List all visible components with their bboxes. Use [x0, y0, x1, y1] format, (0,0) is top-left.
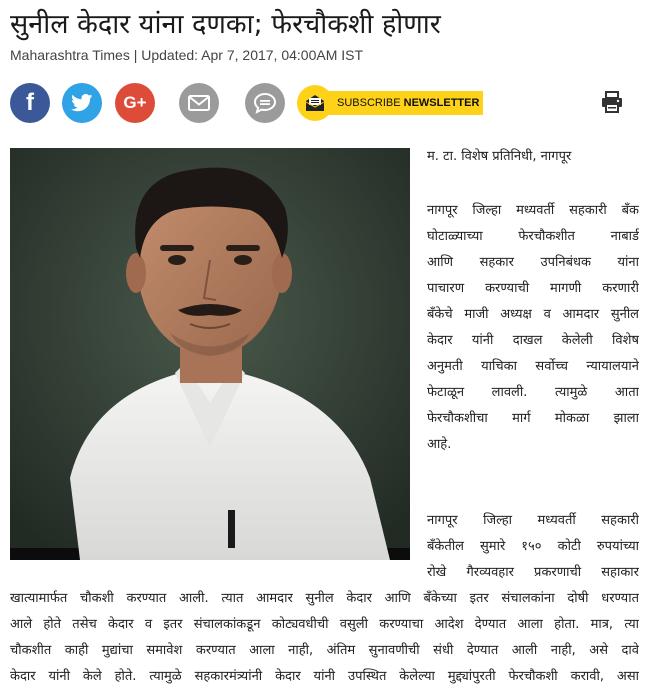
- article-paragraph-2-continued: खात्यामार्फत चौकशी करण्यात आली. त्यात आमदार सुनील केदार आणि बँकेच्या इतर संचालकांना दोषी धरण्यात आले होते तसेच केदार व इतर संचालकांकडून कोट्यवधीची वसुली करण्याचा आदेश देण्यात आला होता. मात्र, त्या चौकशीत काही मुद्यांचा समावेश करण्यात आला नाही, अंतिम सुनावणीची संधी देण्यात आली नाही, असे दावे केदार यांनी केले होते. त्यामुळे सहकारमंत्र्यांनी केदार यांनी उपस्थित केलेल्या मुद्द्यांपुरती फेरचौकशी करावी, असा: [10, 591, 639, 684]
- article-photo: [10, 148, 410, 560]
- twitter-share-button[interactable]: [62, 83, 102, 123]
- article-byline: म. टा. विशेष प्रतिनिधी, नागपूर: [427, 149, 572, 164]
- newsletter-icon-badge: [297, 85, 333, 121]
- print-button[interactable]: [600, 90, 624, 114]
- google-plus-icon: G+: [123, 93, 147, 112]
- portrait-illustration: [10, 148, 410, 560]
- email-icon: [188, 95, 210, 111]
- subscribe-newsletter-label: SUBSCRIBE NEWSLETTER: [315, 91, 483, 115]
- article-paragraph-1: नागपूर जिल्हा मध्यवर्ती सहकारी बँक घोटाळ्याच्या फेरचौकशीत नाबार्ड आणि सहकार उपनिबंधक यांना पाचारण करण्याची मागणी करणारी बँकेचे माजी अध्यक्ष व आमदार सुनील केदार यांनी दाखल केलेली विशेष अनुमती याचिका सर्वोच्च न्यायालयाने फेटाळून लावली. त्यामुळे आता फेरचौकशीचा मार्ग मोकळा झाला आहे.: [427, 203, 639, 452]
- print-icon: [600, 90, 624, 114]
- comment-icon: [253, 92, 277, 114]
- article-headline: सुनील केदार यांना दणका; फेरचौकशी होणार: [10, 9, 441, 40]
- facebook-icon: f: [26, 89, 34, 116]
- newsletter-icon: [305, 94, 325, 112]
- comment-button[interactable]: [245, 83, 285, 123]
- share-toolbar: [10, 82, 640, 126]
- email-share-button[interactable]: [179, 83, 219, 123]
- facebook-share-button[interactable]: [10, 83, 50, 123]
- subscribe-newsletter-button[interactable]: [297, 85, 495, 121]
- article-meta: Maharashtra Times | Updated: Apr 7, 2017, 04:00AM IST: [10, 47, 364, 63]
- google-plus-share-button[interactable]: [115, 83, 155, 123]
- article-paragraph-2: नागपूर जिल्हा मध्यवर्ती सहकारी बँकेतील सुमारे १५० कोटी रुपयांच्या रोखे गैरव्यवहार प्रकरणाची सहाकार: [427, 513, 639, 580]
- twitter-icon: [71, 94, 93, 112]
